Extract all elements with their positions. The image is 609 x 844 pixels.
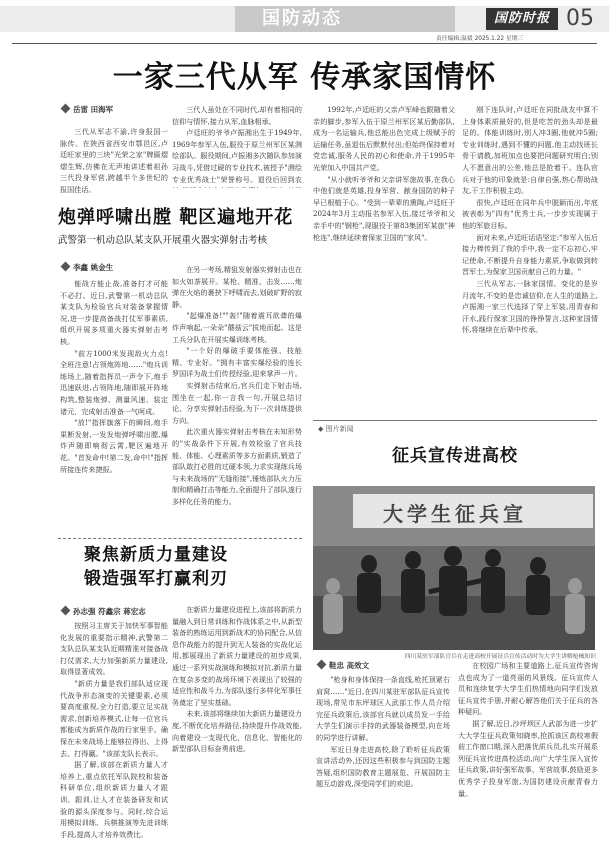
paragraph: "放!"指挥旗落下的瞬间,炮手果断发射,一发发炮弹呼啸出膛,爆炸声随即响彻云霄,靶区遍地开花。"首发命中!第二发,命中!"指挥所接连传来捷报。	[60, 418, 168, 474]
paragraph: 三代从军志不渝,许身报国一脉传。在陕西省西安市鄠邑区,卢廷旺家里的三块"光荣之家"牌匾熠熠生辉,仿佛在无声地讲述着祖孙三代投身军营,跨越半个多世纪的报国佳话。	[60, 127, 168, 194]
paragraph: 能战方能止战,准备打才可能不必打。近日,武警第一机动总队某支队为检验官兵对装备掌握情况,进一步提高备战打仗军事素质,组织开展多项重火器实弹射击考核。	[60, 279, 168, 346]
paragraph: "起爆准备!""轰!"随着震耳欲聋的爆炸声响起,一朵朵"蘑菇云"拔地而起。这是工兵分队在开展实爆训练考核。	[172, 311, 302, 344]
diamond-icon	[317, 660, 327, 670]
paragraph: 1992年,卢廷旺的父亲卢军峰也跟随着父亲的脚步,参军入伍于原兰州军区某后勤部队,成为一名运输兵,他总能出色完成上级赋予的运输任务,虽退伍后默默付出;但始终保持着对党忠诚,服务人民的初心和使命,并于1995年光荣加入中国共产党。	[313, 105, 455, 172]
paragraph: "新质力量是我们部队适应现代战争形态演变的关键要素,必须要高度重视,全力打造,要立足实战需求,创新培养模式,让每一位官兵都能成为新质作战的行家里手。确保在未来战场上能够拉得出、上得去、打得赢。"该部支队长表示。	[60, 678, 168, 758]
article3-byline: 孙志强 符鑫宗 蒋宏志	[62, 606, 146, 617]
photo-news-title: 征兵宣传进高校	[392, 446, 518, 466]
header-rule	[12, 43, 597, 44]
article2-col-2	[172, 264, 302, 536]
photo-news-label: ◆ 图片新闻	[318, 425, 354, 433]
paragraph: "前方1000米发现敌火力点!全班注意!占领炮阵地……"炮兵训练场上,随着指挥员一声令下,炮手迅速跃进,占领阵地,随即展开阵地构筑,整装炮弹、测量风速、装定诸元、完成射击准备一气呵成。	[60, 348, 168, 416]
article2-title: 炮弹呼啸出膛 靶区遍地开花	[58, 207, 294, 228]
article3-col-1	[60, 620, 168, 838]
article2-col-1	[60, 278, 168, 534]
paragraph: 在另一考场,精狙发射器实弹射击也在如火如荼展开。某枪、精准、击发……炮弹在火焰的裹挟下呼啸而去,划破旷野的寂静。	[172, 265, 302, 309]
main-col-2	[172, 104, 302, 188]
article3-title-line1: 聚焦新质力量建设	[84, 545, 228, 565]
paragraph: 刚下连队时,卢廷旺在同批战友中算不上身体素质最好的,但是吃苦的劲头却是最足的。体能训练时,别人冲3圈,他就冲5圈;专业训练时,遇到不懂的问题,他主动找班长骨干请教,加班加点也要把问题研究明白;别人不愿意出的公差,他总是抢着干。连队官兵对于他的印象就是:自律自强,热心帮助战友,干工作积极主动。	[462, 105, 598, 196]
paragraph: "枪身和身体保持一条直线,枪托顶紧右肩窝……"近日,在四川某驻军部队征兵宣传现场,常见市东坪球区人武部工作人员介绍完征兵政策后,该部官兵就以成员发一手给大学生们演示手持的武器装备模型,向在场的同学进行讲解。	[316, 675, 450, 742]
paragraph: 据了解,该部在新质力量人才培养上,重点依托军队院校和装备科研单位,组织新质力量人才跟训、跟训,让人才在装备研发和试验的源头深度参与。同时,综合运用模拟训练、兵棋推演等先进训练手段,提高人才培养效费比。	[60, 760, 168, 838]
paragraph: 很快,卢廷旺在同年兵中脱颖而出,年底被表彰为"四有"优秀士兵,一步步实现属于他的军旅目标。	[462, 197, 598, 230]
diamond-icon	[61, 606, 71, 616]
photo-news-col-1	[316, 674, 450, 838]
paragraph: 未来,该部将继续加大新质力量建设力度,不断优化培养路径,持续提升作战效能,向着建设一支现代化、信息化、智能化的新型部队目标奋勇前进。	[172, 709, 302, 754]
photo-news-col-2	[458, 660, 598, 838]
paragraph: 在新质力量建设进程上,该部将新质力量融入到日常训练和作战体系之中,从新型装备的熟练运用到新战术的协同配合,从信息作战能力的提升到无人装备的实战化运用,都展现出了新质力量建设的初步成果,通过一系列实战演练和模拟对抗,新质力量在复杂多变的战场环境下表现出了较强的适应性和战斗力,为部队遂行多样化军事任务奠定了坚实基础。	[172, 605, 302, 707]
main-byline: 岳雷 田海军	[62, 104, 113, 115]
main-col-4	[462, 104, 598, 416]
diamond-icon	[61, 262, 71, 272]
photo-caption: 四川某驻军部队官兵在走进高校开展征兵宣传活动时为大学生讲解枪械知识	[404, 654, 596, 660]
paragraph: 三代从军志,一脉家国情。变化的是岁月流年,不变的是忠诚信仰,在人生的道路上,卢振湘一家三代选择了穿上军装,用青春和汗水,践行保家卫国的铮铮誓言,这种家国情怀,将继续在后辈中传承。	[462, 278, 598, 335]
news-photo	[313, 486, 595, 650]
main-col-1	[60, 126, 168, 212]
paragraph: 此次重火器实弹射击考核在未知形势的"实战条件下开展,有效检验了官兵技能、体能、心理素质等多方面素质,锻造了部队敢打必胜的过硬本领,力求实现练兵场与未来战场的"无缝衔接",锤炼部队火力压制和精确打击等能力,全面提升了部队遂行多样化任务的能力。	[172, 427, 302, 506]
paragraph: 三代人虽处在不同时代,却有着相同的信仰与情怀,接力从军,血脉相承。	[172, 105, 302, 126]
paragraph: 在校园广场和主要道路上,征兵宣传咨询点也成为了一道亮丽的风景线。征兵宣传人员和连续复学大学生们热情地向同学们发放征兵宣传手册,并耐心解答他们关于征兵的各种疑问。	[458, 661, 598, 717]
photo-news-rule	[313, 420, 597, 421]
paragraph: 按照习主席关于加快军事智能化发展的重要指示精神,武警第二支队总队某支队近期精准对接备战打仗需求,大力加强新质力量建设,取得显著成效。	[60, 621, 168, 677]
main-headline: 一家三代从军 传承家国情怀	[112, 60, 497, 95]
header-meta: 责任编辑:温媛 2025.1.22 星期三	[436, 36, 524, 42]
paragraph: 实弹射击结束后,官兵们走下射击场,围坐在一起,你一言我一句,开展总结讨论、分享实弹射击经验,为下一次训练提供方向。	[172, 380, 302, 425]
article3-col-2	[172, 604, 302, 838]
paragraph: 军近日身走进高校,除了聆听征兵政策宣讲活动外,还因这些积极参与到国防主题答疑,组织国防教育主题展览、开展国防主题互动游戏,深受同学们的欢迎。	[316, 744, 450, 789]
photo-news-byline: 鞋忠 高效文	[318, 660, 369, 671]
page-number: 05	[566, 6, 594, 31]
paragraph: 据了解,近日,沙坪坝区人武部为进一步扩大大学生征兵政策知晓率,抢抓该区高校寒假前工作窗口期,深入把落优质兵员,扎实开展系列征兵宣传进高校活动,向广大学生深入宣传征兵政策,讲好强军故事、军营故事,鼓励更多优秀学子投身军旅,为国防建设贡献青春力量。	[458, 718, 598, 798]
main-col-3	[313, 104, 455, 416]
banner-text: 大学生征兵宣	[383, 502, 527, 526]
article2-subtitle: 武警第一机动总队某支队开展重火器实弹射击考核	[58, 235, 268, 246]
article3-title-line2: 锻造强军打赢利刃	[84, 569, 228, 589]
section-title: 国防动态	[262, 8, 342, 29]
paragraph: "从小就听爷爷和父亲讲军旅故事,在我心中他们就是英雄,投身军营、献身国防的种子早已根植于心。"受到一辈辈的熏陶,卢廷旺于2024年3月主动报名参军入伍,接过爷爷和父亲手中的"钢枪",现服役于第83集团军某旅"神枪连",继续延续着保家卫国的"家风"。	[313, 174, 455, 242]
paragraph: 面对未来,卢廷旺话语坚定:"参军入伍后接力棒传到了我的手中,我一定不忘初心,牢记使命,不断提升自身能力素质,争取做到转晋军士,为保家卫国贡献自己的力量。"	[462, 232, 598, 277]
section-divider	[58, 538, 302, 539]
camera-icon: ◆	[318, 425, 324, 433]
article2-byline: 李鑫 姚金生	[62, 262, 113, 273]
paragraph: "一个好的爆破手要体能强、技能精、专业好。"拥有丰富实爆经验的连长罗国详为战士们传授经验,迎来掌声一片。	[172, 346, 302, 379]
newspaper-logo: 国防时报	[486, 8, 558, 30]
paragraph: 卢廷旺的爷爷卢振湘出生于1949年,1969年参军入伍,服役于原兰州军区某测绘部队。服役期间,卢振湘多次随队参加演习战斗,凭借过硬的专业技术,被授予"测绘专业优秀战士"荣誉称号。退役后回到农	[172, 128, 302, 184]
diamond-icon	[61, 104, 71, 114]
